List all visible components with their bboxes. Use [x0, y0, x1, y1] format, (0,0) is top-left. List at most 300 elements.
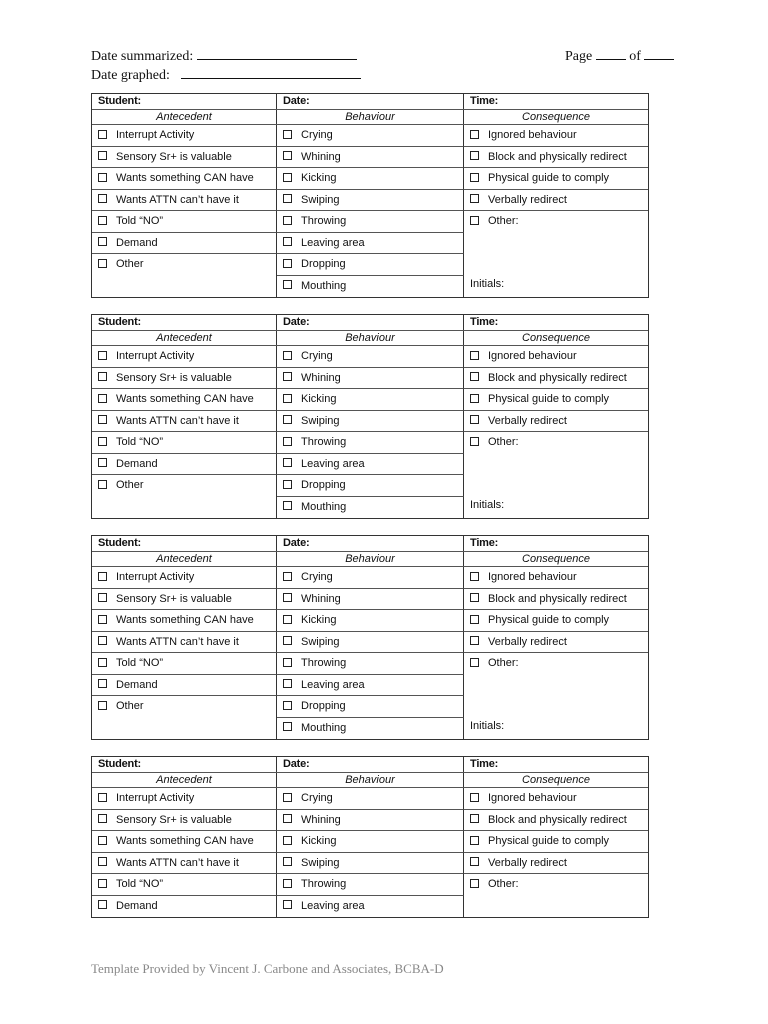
behaviour-option: Crying — [301, 129, 333, 141]
other-label: Other: — [488, 657, 519, 669]
table-row — [92, 853, 648, 875]
checkbox[interactable] — [470, 372, 479, 381]
checkbox[interactable] — [470, 194, 479, 203]
checkbox[interactable] — [98, 259, 107, 268]
behaviour-option: Whining — [301, 150, 341, 163]
checkbox[interactable] — [98, 480, 107, 489]
behaviour-cell[interactable] — [277, 810, 464, 832]
antecedent-option: Wants something CAN have — [116, 835, 254, 847]
antecedent-option: Interrupt Activity — [116, 792, 195, 804]
behaviour-option: Dropping — [301, 700, 346, 712]
table-row — [92, 346, 648, 368]
date-label[interactable]: Date: — [277, 536, 464, 551]
checkbox[interactable] — [470, 415, 479, 424]
consequence-cell[interactable] — [464, 589, 648, 611]
behaviour-option: Swiping — [301, 635, 340, 648]
initials-label[interactable]: Initials: — [470, 499, 505, 511]
table-row — [92, 190, 648, 212]
consequence-option: Verbally redirect — [488, 414, 567, 427]
student-label[interactable]: Student: — [92, 536, 277, 551]
page-label: Page — [565, 49, 593, 64]
checkbox[interactable] — [98, 836, 107, 845]
behaviour-cell[interactable] — [277, 432, 464, 454]
antecedent-cell[interactable] — [92, 831, 277, 853]
table-row — [92, 589, 648, 611]
antecedent-cell[interactable] — [92, 610, 277, 632]
block-header-row — [92, 757, 648, 773]
antecedent-option: Sensory Sr+ is valuable — [116, 592, 232, 605]
checkbox[interactable] — [98, 372, 107, 381]
antecedent-cell[interactable] — [92, 346, 277, 368]
checkbox[interactable] — [98, 351, 107, 360]
consequence-cell[interactable] — [464, 853, 648, 875]
behaviour-option: Dropping — [301, 479, 346, 491]
table-row — [92, 147, 648, 169]
other-area[interactable] — [464, 432, 648, 518]
behaviour-option: Crying — [301, 571, 333, 583]
of-label: of — [629, 49, 641, 64]
checkbox[interactable] — [470, 151, 479, 160]
checkbox[interactable] — [283, 394, 292, 403]
behaviour-cell[interactable] — [277, 168, 464, 190]
behaviour-option: Kicking — [301, 172, 337, 184]
page-field[interactable] — [596, 47, 626, 60]
behaviour-option: Kicking — [301, 835, 337, 847]
date-graphed-field[interactable] — [181, 66, 361, 79]
checkbox[interactable] — [470, 130, 479, 139]
antecedent-option: Sensory Sr+ is valuable — [116, 813, 232, 826]
checkbox[interactable] — [283, 879, 292, 888]
antecedent-cell[interactable] — [92, 632, 277, 654]
checkbox[interactable] — [98, 572, 107, 581]
antecedent-cell[interactable] — [92, 389, 277, 411]
behaviour-cell[interactable] — [277, 567, 464, 589]
checkbox[interactable] — [283, 658, 292, 667]
antecedent-option: Sensory Sr+ is valuable — [116, 150, 232, 163]
consequence-option: Physical guide to comply — [488, 172, 610, 184]
other-option[interactable] — [470, 874, 519, 894]
checkbox[interactable] — [283, 615, 292, 624]
antecedent-option: Other — [116, 479, 144, 491]
other-option[interactable] — [470, 653, 519, 673]
antecedent-option: Other — [116, 700, 144, 712]
behaviour-cell[interactable] — [277, 632, 464, 654]
antecedent-option: Demand — [116, 457, 158, 470]
checkbox[interactable] — [283, 372, 292, 381]
antecedent-heading: Antecedent — [92, 552, 277, 566]
behaviour-option: Crying — [301, 792, 333, 804]
behaviour-cell[interactable] — [277, 653, 464, 675]
other-area[interactable] — [464, 653, 648, 739]
behaviour-option: Crying — [301, 350, 333, 362]
consequence-cell[interactable] — [464, 810, 648, 832]
checkbox[interactable] — [470, 437, 479, 446]
checkbox[interactable] — [98, 173, 107, 182]
time-label[interactable]: Time: — [470, 537, 499, 549]
antecedent-cell[interactable] — [92, 475, 277, 497]
antecedent-option: Demand — [116, 236, 158, 249]
behaviour-cell[interactable] — [277, 589, 464, 611]
table-row — [92, 411, 648, 433]
checkbox[interactable] — [283, 216, 292, 225]
antecedent-option: Wants ATTN can’t have it — [116, 635, 239, 648]
consequence-heading: Consequence — [522, 332, 590, 344]
antecedent-option: Wants ATTN can’t have it — [116, 414, 239, 427]
antecedent-cell[interactable] — [92, 718, 277, 740]
behaviour-option: Mouthing — [301, 279, 347, 292]
checkbox[interactable] — [470, 394, 479, 403]
checkbox[interactable] — [283, 237, 292, 246]
antecedent-option: Other — [116, 258, 144, 270]
behaviour-heading: Behaviour — [277, 110, 464, 124]
behaviour-cell[interactable] — [277, 368, 464, 390]
checkbox[interactable] — [283, 151, 292, 160]
antecedent-option: Told “NO” — [116, 215, 164, 227]
behaviour-option: Swiping — [301, 414, 340, 427]
behaviour-cell[interactable] — [277, 233, 464, 255]
table-row — [92, 168, 648, 190]
behaviour-cell[interactable] — [277, 346, 464, 368]
date-label[interactable]: Date: — [277, 315, 464, 330]
other-label: Other: — [488, 215, 519, 227]
behaviour-cell[interactable] — [277, 411, 464, 433]
recording-block — [91, 756, 649, 918]
behaviour-option: Throwing — [301, 657, 347, 669]
consequence-cell[interactable] — [464, 788, 648, 810]
antecedent-cell[interactable] — [92, 368, 277, 390]
checkbox[interactable] — [98, 194, 107, 203]
antecedent-cell[interactable] — [92, 276, 277, 298]
consequence-option: Verbally redirect — [488, 856, 567, 869]
checkbox[interactable] — [283, 636, 292, 645]
antecedent-option: Told “NO” — [116, 878, 164, 890]
antecedent-cell[interactable] — [92, 589, 277, 611]
consequence-option: Block and physically redirect — [488, 813, 627, 826]
antecedent-option: Demand — [116, 899, 158, 912]
antecedent-option: Demand — [116, 678, 158, 691]
checkbox[interactable] — [283, 130, 292, 139]
behaviour-cell[interactable] — [277, 896, 464, 918]
student-label[interactable]: Student: — [92, 315, 277, 330]
checkbox[interactable] — [283, 593, 292, 602]
antecedent-cell[interactable] — [92, 125, 277, 147]
consequence-cell[interactable] — [464, 190, 648, 212]
checkbox[interactable] — [98, 437, 107, 446]
antecedent-option: Told “NO” — [116, 657, 164, 669]
consequence-heading: Consequence — [522, 553, 590, 565]
consequence-option: Ignored behaviour — [488, 792, 577, 804]
consequence-heading: Consequence — [522, 774, 590, 786]
antecedent-heading: Antecedent — [92, 331, 277, 345]
behaviour-option: Whining — [301, 592, 341, 605]
behaviour-cell[interactable] — [277, 497, 464, 519]
checkbox[interactable] — [98, 636, 107, 645]
antecedent-cell[interactable] — [92, 211, 277, 233]
consequence-cell[interactable] — [464, 125, 648, 147]
checkbox[interactable] — [283, 857, 292, 866]
behaviour-cell[interactable] — [277, 389, 464, 411]
checkbox[interactable] — [283, 814, 292, 823]
footer-credit: Template Provided by Vincent J. Carbone and Associates, BCBA-D — [91, 961, 444, 976]
antecedent-option: Wants something CAN have — [116, 614, 254, 626]
consequence-option: Physical guide to comply — [488, 614, 610, 626]
consequence-cell[interactable] — [464, 411, 648, 433]
checkbox[interactable] — [283, 259, 292, 268]
column-heading-row — [92, 552, 648, 567]
behaviour-heading: Behaviour — [277, 331, 464, 345]
checkbox[interactable] — [98, 237, 107, 246]
antecedent-cell[interactable] — [92, 254, 277, 276]
checkbox[interactable] — [283, 701, 292, 710]
column-heading-row — [92, 110, 648, 125]
antecedent-cell[interactable] — [92, 788, 277, 810]
table-row — [92, 610, 648, 632]
checkbox[interactable] — [283, 572, 292, 581]
table-row — [92, 831, 648, 853]
table-row — [92, 788, 648, 810]
behaviour-option: Kicking — [301, 393, 337, 405]
initials-label[interactable]: Initials: — [470, 720, 505, 732]
antecedent-cell[interactable] — [92, 432, 277, 454]
checkbox[interactable] — [98, 879, 107, 888]
checkbox[interactable] — [283, 501, 292, 510]
checkbox[interactable] — [470, 879, 479, 888]
page-number-line — [565, 47, 674, 65]
behaviour-option: Throwing — [301, 878, 347, 890]
behaviour-cell[interactable] — [277, 696, 464, 718]
checkbox[interactable] — [470, 216, 479, 225]
behaviour-cell[interactable] — [277, 454, 464, 476]
checkbox[interactable] — [283, 458, 292, 467]
checkbox[interactable] — [283, 351, 292, 360]
checkbox[interactable] — [98, 814, 107, 823]
behaviour-option: Leaving area — [301, 899, 365, 912]
checkbox[interactable] — [470, 351, 479, 360]
checkbox[interactable] — [283, 194, 292, 203]
behaviour-option: Whining — [301, 813, 341, 826]
recording-block — [91, 93, 649, 298]
student-label[interactable]: Student: — [92, 757, 277, 772]
antecedent-cell[interactable] — [92, 497, 277, 519]
other-label: Other: — [488, 436, 519, 448]
behaviour-cell[interactable] — [277, 147, 464, 169]
antecedent-heading: Antecedent — [92, 773, 277, 787]
behaviour-option: Leaving area — [301, 678, 365, 691]
behaviour-cell[interactable] — [277, 788, 464, 810]
behaviour-option: Leaving area — [301, 236, 365, 249]
antecedent-option: Interrupt Activity — [116, 571, 195, 583]
date-summarized-line — [91, 47, 357, 65]
checkbox[interactable] — [283, 793, 292, 802]
checkbox[interactable] — [98, 658, 107, 667]
antecedent-cell[interactable] — [92, 567, 277, 589]
checkbox[interactable] — [98, 793, 107, 802]
block-header-row — [92, 315, 648, 331]
recording-block — [91, 535, 649, 740]
checkbox[interactable] — [283, 722, 292, 731]
checkbox[interactable] — [470, 793, 479, 802]
consequence-cell[interactable] — [464, 346, 648, 368]
date-graphed-line — [91, 66, 361, 84]
consequence-option: Block and physically redirect — [488, 371, 627, 384]
behaviour-option: Swiping — [301, 856, 340, 869]
checkbox[interactable] — [470, 593, 479, 602]
checkbox[interactable] — [470, 173, 479, 182]
date-label[interactable]: Date: — [277, 757, 464, 772]
antecedent-heading: Antecedent — [92, 110, 277, 124]
behaviour-cell[interactable] — [277, 874, 464, 896]
behaviour-cell[interactable] — [277, 475, 464, 497]
antecedent-option: Sensory Sr+ is valuable — [116, 371, 232, 384]
consequence-cell[interactable] — [464, 610, 648, 632]
antecedent-option: Interrupt Activity — [116, 129, 195, 141]
date-summarized-label: Date summarized: — [91, 49, 194, 64]
antecedent-cell[interactable] — [92, 810, 277, 832]
behaviour-cell[interactable] — [277, 675, 464, 697]
behaviour-cell[interactable] — [277, 254, 464, 276]
checkbox[interactable] — [283, 415, 292, 424]
table-row — [92, 567, 648, 589]
consequence-option: Verbally redirect — [488, 193, 567, 206]
checkbox[interactable] — [283, 280, 292, 289]
antecedent-option: Interrupt Activity — [116, 350, 195, 362]
checkbox[interactable] — [470, 658, 479, 667]
checkbox[interactable] — [98, 415, 107, 424]
column-heading-row — [92, 331, 648, 346]
checkbox[interactable] — [283, 480, 292, 489]
consequence-cell[interactable] — [464, 168, 648, 190]
behaviour-cell[interactable] — [277, 718, 464, 740]
checkbox[interactable] — [283, 437, 292, 446]
checkbox[interactable] — [98, 151, 107, 160]
checkbox[interactable] — [98, 701, 107, 710]
consequence-heading: Consequence — [522, 111, 590, 123]
antecedent-cell[interactable] — [92, 411, 277, 433]
checkbox[interactable] — [98, 216, 107, 225]
date-summarized-field[interactable] — [197, 47, 357, 60]
other-area[interactable] — [464, 874, 648, 917]
antecedent-cell[interactable] — [92, 147, 277, 169]
checkbox[interactable] — [283, 836, 292, 845]
time-label[interactable]: Time: — [470, 758, 499, 770]
behaviour-cell[interactable] — [277, 125, 464, 147]
consequence-option: Block and physically redirect — [488, 592, 627, 605]
checkbox[interactable] — [470, 836, 479, 845]
behaviour-option: Throwing — [301, 436, 347, 448]
checkbox[interactable] — [98, 615, 107, 624]
antecedent-option: Told “NO” — [116, 436, 164, 448]
initials-label[interactable]: Initials: — [470, 278, 505, 290]
page-total-field[interactable] — [644, 47, 674, 60]
recording-block — [91, 314, 649, 519]
checkbox[interactable] — [283, 679, 292, 688]
checkbox[interactable] — [470, 572, 479, 581]
behaviour-option: Mouthing — [301, 500, 347, 513]
consequence-option: Ignored behaviour — [488, 350, 577, 362]
checkbox[interactable] — [470, 857, 479, 866]
consequence-cell[interactable] — [464, 831, 648, 853]
behaviour-option: Throwing — [301, 215, 347, 227]
consequence-option: Physical guide to comply — [488, 393, 610, 405]
checkbox[interactable] — [98, 857, 107, 866]
time-label[interactable]: Time: — [470, 95, 499, 107]
other-area[interactable] — [464, 211, 648, 297]
consequence-cell[interactable] — [464, 567, 648, 589]
consequence-cell[interactable] — [464, 389, 648, 411]
antecedent-cell[interactable] — [92, 190, 277, 212]
consequence-option: Block and physically redirect — [488, 150, 627, 163]
checkbox[interactable] — [470, 615, 479, 624]
other-option[interactable] — [470, 211, 519, 231]
antecedent-cell[interactable] — [92, 853, 277, 875]
behaviour-option: Swiping — [301, 193, 340, 206]
behaviour-cell[interactable] — [277, 610, 464, 632]
checkbox[interactable] — [98, 394, 107, 403]
checkbox[interactable] — [98, 593, 107, 602]
checkbox[interactable] — [470, 814, 479, 823]
consequence-cell[interactable] — [464, 147, 648, 169]
checkbox[interactable] — [98, 458, 107, 467]
antecedent-cell[interactable] — [92, 233, 277, 255]
checkbox[interactable] — [283, 173, 292, 182]
checkbox[interactable] — [98, 900, 107, 909]
antecedent-option: Wants something CAN have — [116, 393, 254, 405]
date-label[interactable]: Date: — [277, 94, 464, 109]
student-label[interactable]: Student: — [92, 94, 277, 109]
behaviour-heading: Behaviour — [277, 552, 464, 566]
behaviour-option: Mouthing — [301, 721, 347, 734]
antecedent-cell[interactable] — [92, 653, 277, 675]
table-row — [92, 368, 648, 390]
antecedent-option: Wants ATTN can’t have it — [116, 856, 239, 869]
consequence-cell[interactable] — [464, 368, 648, 390]
checkbox[interactable] — [470, 636, 479, 645]
table-row — [92, 632, 648, 654]
antecedent-cell[interactable] — [92, 675, 277, 697]
consequence-option: Ignored behaviour — [488, 129, 577, 141]
block-header-row — [92, 94, 648, 110]
behaviour-cell[interactable] — [277, 853, 464, 875]
other-option[interactable] — [470, 432, 519, 452]
other-label: Other: — [488, 878, 519, 890]
block-header-row — [92, 536, 648, 552]
behaviour-option: Dropping — [301, 258, 346, 270]
consequence-cell[interactable] — [464, 632, 648, 654]
table-row — [92, 125, 648, 147]
antecedent-cell[interactable] — [92, 696, 277, 718]
antecedent-cell[interactable] — [92, 454, 277, 476]
behaviour-cell[interactable] — [277, 190, 464, 212]
antecedent-cell[interactable] — [92, 896, 277, 918]
time-label[interactable]: Time: — [470, 316, 499, 328]
checkbox[interactable] — [98, 130, 107, 139]
behaviour-cell[interactable] — [277, 276, 464, 298]
behaviour-option: Kicking — [301, 614, 337, 626]
consequence-option: Ignored behaviour — [488, 571, 577, 583]
behaviour-cell[interactable] — [277, 831, 464, 853]
antecedent-option: Wants ATTN can’t have it — [116, 193, 239, 206]
checkbox[interactable] — [283, 900, 292, 909]
antecedent-cell[interactable] — [92, 874, 277, 896]
behaviour-cell[interactable] — [277, 211, 464, 233]
consequence-option: Verbally redirect — [488, 635, 567, 648]
behaviour-option: Whining — [301, 371, 341, 384]
consequence-option: Physical guide to comply — [488, 835, 610, 847]
antecedent-cell[interactable] — [92, 168, 277, 190]
behaviour-option: Leaving area — [301, 457, 365, 470]
behaviour-heading: Behaviour — [277, 773, 464, 787]
checkbox[interactable] — [98, 679, 107, 688]
